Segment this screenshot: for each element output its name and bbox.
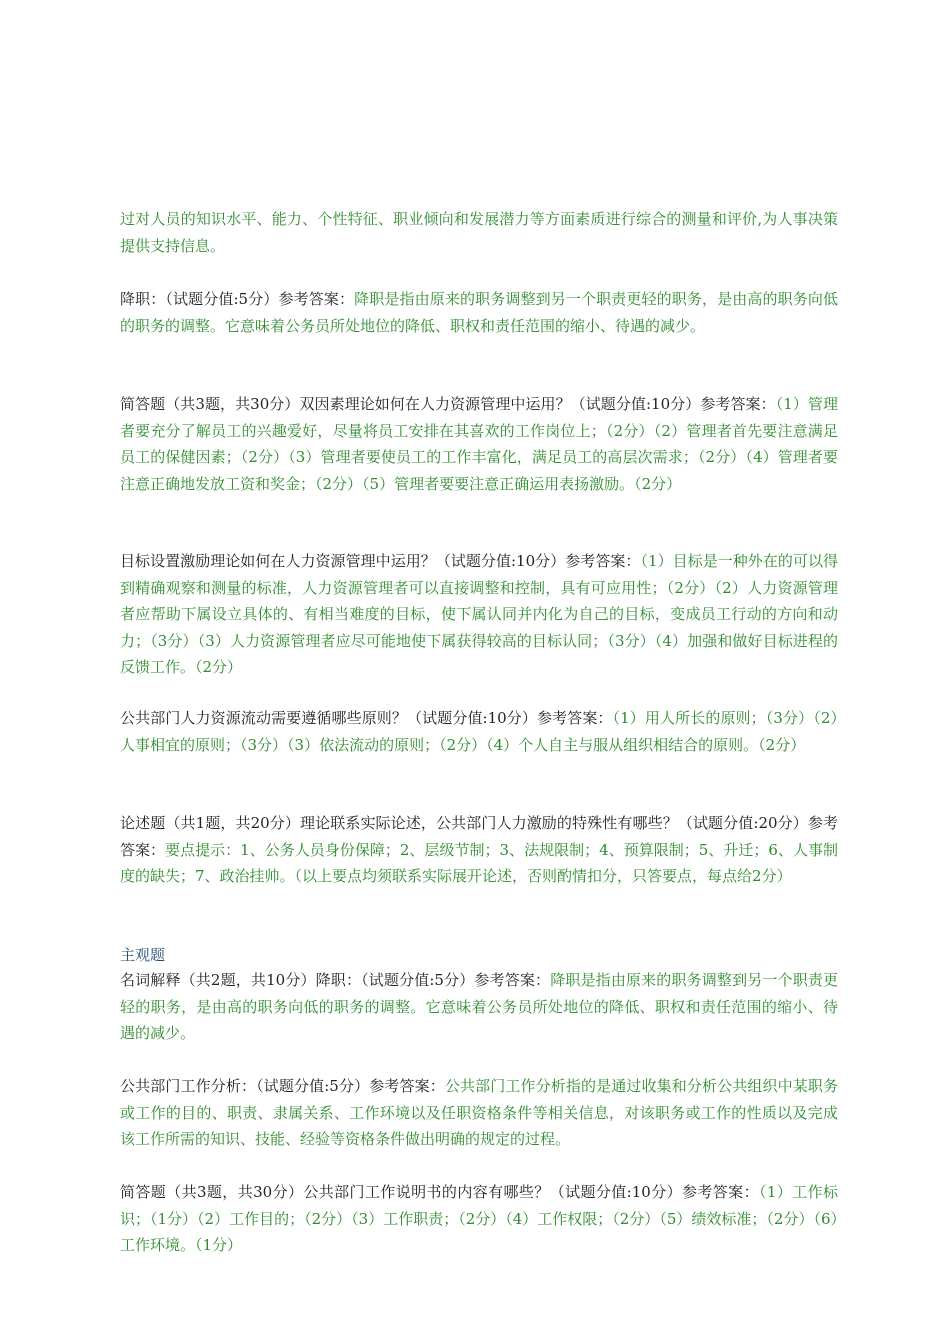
- paragraph-job-description: [120, 1179, 838, 1259]
- paragraph-job-analysis-answer: 公共部门工作分析指的是通过收集和分析公共组织中某职务或工作的目的、职责、隶属关系、工作环境以及任职资格条件等相关信息，对该职务或工作的性质以及完成该工作所需的知识、技能、经验等资格条件做出明确的规定的过程。: [120, 1077, 838, 1148]
- paragraph-intro-answer: 过对人员的知识水平、能力、个性特征、职业倾向和发展潜力等方面素质进行综合的测量和评价,为人事决策提供支持信息。: [120, 210, 838, 255]
- paragraph-essay-answer: 要点提示：1、公务人员身份保障；2、层级节制；3、法规限制；4、预算限制；5、升迁；6、人事制度的缺失；7、政治挂帅。（以上要点均须联系实际展开论述，否则酌情扣分，只答要点，每点给2分）: [120, 840, 838, 885]
- paragraph-demotion-answer: 降职是指由原来的职务调整到另一个职责更轻的职务，是由高的职务向低的职务的调整。它意味着公务员所处地位的降低、职权和责任范围的缩小、待遇的减少。: [120, 290, 838, 335]
- paragraph-definitions: [120, 967, 838, 1047]
- paragraph-definitions-question: 名词解释（共2题，共10分）降职：（试题分值:5分）参考答案：: [120, 971, 551, 989]
- section-heading: 主观题: [120, 946, 166, 964]
- paragraph-two-factor-question: 简答题（共3题，共30分）双因素理论如何在人力资源管理中运用？（试题分值:10分）参考答案：: [120, 395, 776, 413]
- paragraph-mobility-answer: （1）用人所长的原则；（3分）（2）人事相宜的原则；（3分）（3）依法流动的原则；（2分）（4）个人自主与服从组织相结合的原则。（2分）: [120, 709, 838, 754]
- paragraph-goal-setting-answer: （1）目标是一种外在的可以得到精确观察和测量的标准，人力资源管理者可以直接调整和控制，具有可应用性；（2分）（2）人力资源管理者应帮助下属设立具体的、有相当难度的目标，使下属认同并内化为自己的目标，变成员工行动的方向和动力；（3分）（3）人力资源管理者应尽可能地使下属获得较高的目标认同；（3分）（4）加强和做好目标进程的反馈工作。（2分）: [120, 552, 838, 676]
- paragraph-job-description-question: 简答题（共3题，共30分）公共部门工作说明书的内容有哪些？（试题分值:10分）参考答案：: [120, 1183, 759, 1201]
- paragraph-goal-setting-question: 目标设置激励理论如何在人力资源管理中运用？（试题分值:10分）参考答案：: [120, 552, 641, 570]
- paragraph-demotion-question: 降职：（试题分值:5分）参考答案：: [120, 290, 355, 308]
- paragraph-job-description-answer: （1）工作标识；（1分）（2）工作目的；（2分）（3）工作职责；（2分）（4）工作权限；（2分）（5）绩效标准；（2分）（6）工作环境。（1分）: [120, 1183, 839, 1254]
- paragraph-two-factor-answer: （1）管理者要充分了解员工的兴趣爱好，尽量将员工安排在其喜欢的工作岗位上；（2分）（2）管理者首先要注意满足员工的保健因素；（2分）（3）管理者要使员工的工作丰富化，满足员工的高层次需求；（2分）（4）管理者要注意正确地发放工资和奖金；（2分）（5）管理者要要注意正确运用表扬激励。（2分）: [120, 395, 839, 493]
- paragraph-two-factor: [120, 391, 838, 497]
- paragraph-mobility-question: 公共部门人力资源流动需要遵循哪些原则？（试题分值:10分）参考答案：: [120, 709, 613, 727]
- paragraph-goal-setting: [120, 548, 838, 681]
- paragraph-demotion: [120, 286, 838, 339]
- paragraph-intro: [120, 206, 838, 259]
- paragraph-job-analysis-question: 公共部门工作分析：（试题分值:5分）参考答案：: [120, 1077, 445, 1095]
- paragraph-mobility: [120, 705, 838, 758]
- paragraph-essay-question: 论述题（共1题，共20分）理论联系实际论述，公共部门人力激励的特殊性有哪些？（试题分值:20分）参考答案：: [120, 814, 838, 859]
- paragraph-job-analysis: [120, 1073, 838, 1153]
- paragraph-essay: [120, 810, 838, 890]
- paragraph-definitions-answer: 降职是指由原来的职务调整到另一个职责更轻的职务，是由高的职务向低的职务的调整。它意味着公务员所处地位的降低、职权和责任范围的缩小、待遇的减少。: [120, 971, 838, 1042]
